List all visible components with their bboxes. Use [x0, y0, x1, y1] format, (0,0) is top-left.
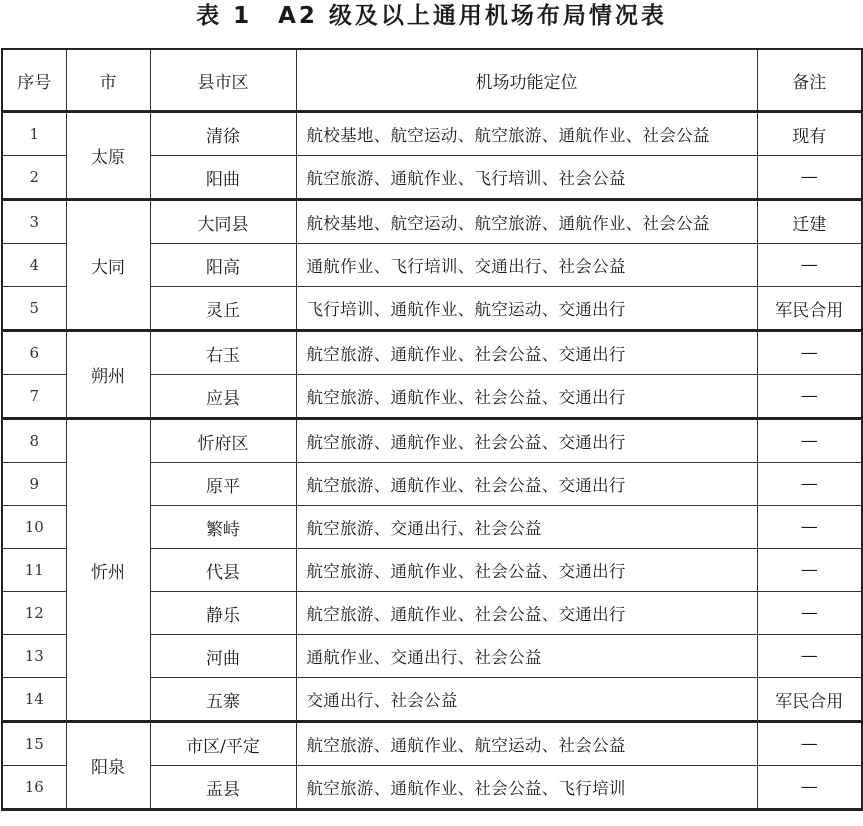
- row-number-cell: 6: [2, 331, 66, 375]
- county-cell: 五寨: [150, 678, 296, 722]
- row-number-cell: 2: [2, 156, 66, 200]
- note-cell: —: [757, 722, 862, 766]
- note-cell: —: [757, 463, 862, 506]
- row-number-cell: 8: [2, 419, 66, 463]
- city-cell: 忻州: [66, 419, 150, 722]
- function-cell: 航空旅游、通航作业、社会公益、交通出行: [296, 463, 757, 506]
- row-number-cell: 3: [2, 200, 66, 244]
- city-cell: 太原: [66, 112, 150, 200]
- table-row: [2, 112, 862, 156]
- header-no: 序号: [2, 49, 66, 112]
- row-number-cell: 12: [2, 592, 66, 635]
- table-body: [2, 112, 862, 810]
- city-cell: 大同: [66, 200, 150, 331]
- note-cell: —: [757, 156, 862, 200]
- county-cell: 市区/平定: [150, 722, 296, 766]
- note-cell: 迁建: [757, 200, 862, 244]
- county-cell: 河曲: [150, 635, 296, 678]
- county-cell: 大同县: [150, 200, 296, 244]
- function-cell: 航空旅游、通航作业、社会公益、交通出行: [296, 375, 757, 419]
- county-cell: 灵丘: [150, 287, 296, 331]
- note-cell: 军民合用: [757, 287, 862, 331]
- county-cell: 清徐: [150, 112, 296, 156]
- function-cell: 航校基地、航空运动、航空旅游、通航作业、社会公益: [296, 112, 757, 156]
- note-cell: 现有: [757, 112, 862, 156]
- note-cell: —: [757, 375, 862, 419]
- function-cell: 飞行培训、通航作业、航空运动、交通出行: [296, 287, 757, 331]
- row-number-cell: 9: [2, 463, 66, 506]
- county-cell: 右玉: [150, 331, 296, 375]
- row-number-cell: 15: [2, 722, 66, 766]
- table-title: 表 1 A2 级及以上通用机场布局情况表: [196, 3, 667, 29]
- function-cell: 航空旅游、通航作业、社会公益、交通出行: [296, 549, 757, 592]
- header-row: [2, 49, 862, 112]
- function-cell: 航空旅游、通航作业、飞行培训、社会公益: [296, 156, 757, 200]
- table-row: [2, 200, 862, 244]
- note-cell: —: [757, 506, 862, 549]
- county-cell: 静乐: [150, 592, 296, 635]
- county-cell: 阳曲: [150, 156, 296, 200]
- note-cell: —: [757, 331, 862, 375]
- header-function: 机场功能定位: [296, 49, 757, 112]
- note-cell: —: [757, 549, 862, 592]
- county-cell: 繁峙: [150, 506, 296, 549]
- row-number-cell: 16: [2, 766, 66, 810]
- note-cell: —: [757, 419, 862, 463]
- function-cell: 通航作业、飞行培训、交通出行、社会公益: [296, 244, 757, 287]
- header-county: 县市区: [150, 49, 296, 112]
- airport-layout-table: [1, 48, 863, 811]
- row-number-cell: 4: [2, 244, 66, 287]
- table-row: [2, 722, 862, 766]
- city-cell: 阳泉: [66, 722, 150, 810]
- table-row: [2, 419, 862, 463]
- county-cell: 忻府区: [150, 419, 296, 463]
- function-cell: 通航作业、交通出行、社会公益: [296, 635, 757, 678]
- county-cell: 盂县: [150, 766, 296, 810]
- row-number-cell: 1: [2, 112, 66, 156]
- function-cell: 交通出行、社会公益: [296, 678, 757, 722]
- county-cell: 应县: [150, 375, 296, 419]
- function-cell: 航空旅游、通航作业、社会公益、交通出行: [296, 419, 757, 463]
- function-cell: 航校基地、航空运动、航空旅游、通航作业、社会公益: [296, 200, 757, 244]
- county-cell: 代县: [150, 549, 296, 592]
- county-cell: 原平: [150, 463, 296, 506]
- row-number-cell: 11: [2, 549, 66, 592]
- table-header: [2, 49, 862, 112]
- row-number-cell: 7: [2, 375, 66, 419]
- function-cell: 航空旅游、通航作业、社会公益、交通出行: [296, 592, 757, 635]
- row-number-cell: 13: [2, 635, 66, 678]
- function-cell: 航空旅游、通航作业、航空运动、社会公益: [296, 722, 757, 766]
- function-cell: 航空旅游、通航作业、社会公益、飞行培训: [296, 766, 757, 810]
- header-city: 市: [66, 49, 150, 112]
- row-number-cell: 14: [2, 678, 66, 722]
- note-cell: —: [757, 635, 862, 678]
- function-cell: 航空旅游、通航作业、社会公益、交通出行: [296, 331, 757, 375]
- city-cell: 朔州: [66, 331, 150, 419]
- note-cell: 军民合用: [757, 678, 862, 722]
- row-number-cell: 10: [2, 506, 66, 549]
- row-number-cell: 5: [2, 287, 66, 331]
- note-cell: —: [757, 766, 862, 810]
- table-row: [2, 331, 862, 375]
- header-note: 备注: [757, 49, 862, 112]
- county-cell: 阳高: [150, 244, 296, 287]
- note-cell: —: [757, 244, 862, 287]
- note-cell: —: [757, 592, 862, 635]
- function-cell: 航空旅游、交通出行、社会公益: [296, 506, 757, 549]
